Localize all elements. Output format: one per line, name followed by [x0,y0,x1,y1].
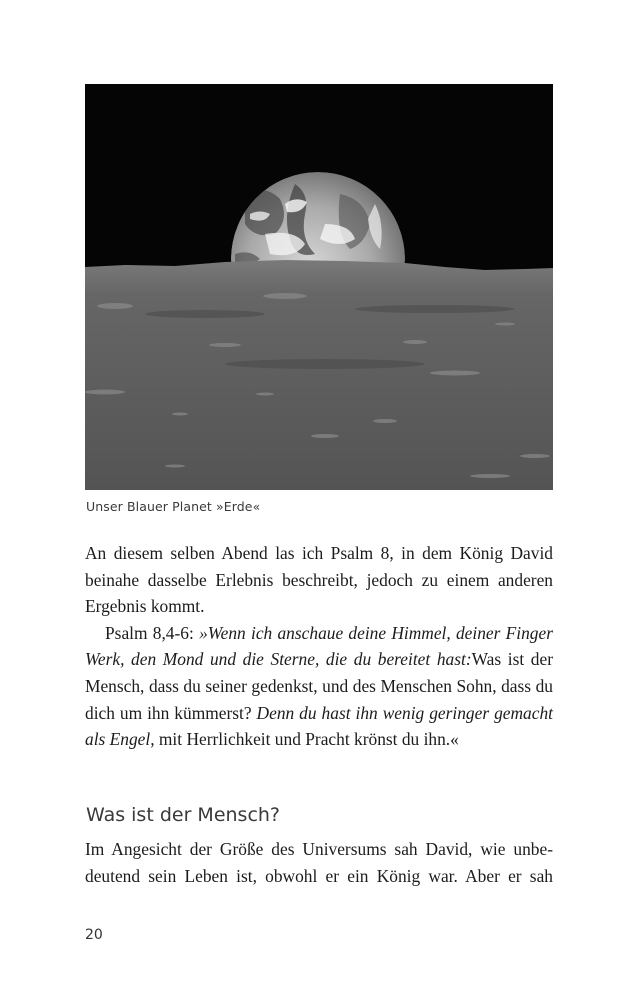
text-line [85,726,553,753]
body-text-block [85,836,553,889]
moon-surface [85,260,553,490]
text-line [85,700,553,727]
earthrise-photo [85,84,553,490]
text-line: Mensch, dass du seiner gedenkst, und des Menschen Sohn, dass du [85,675,553,696]
text-line: beinahe dasselbe Erlebnis beschreibt, jedoch zu einem anderen [85,569,553,590]
page-number: 20 [85,927,103,943]
text-line: Ergebnis kommt. [85,596,205,617]
earthrise-illustration [85,84,553,490]
section-heading: Was ist der Mensch? [86,803,281,826]
psalm-quote: Denn du hast ihn wenig geringer gemacht [256,702,553,723]
paragraph-3 [85,836,553,889]
quote-text: mit Herrlichkeit und Pracht krönst du ihn.« [154,729,459,750]
psalm-quote: »Wenn ich anschaue deine Himmel, deiner Finger [199,622,553,643]
quote-text: Was ist der [471,649,553,670]
paragraph-2 [85,620,553,753]
text-line [85,620,553,647]
paragraph-1 [85,540,553,620]
text-line: Im Angesicht der Größe des Universums sah David, wie unbe- [85,839,553,859]
text-line: deutend sein Leben ist, obwohl er ein König war. Aber er sah [85,865,553,886]
psalm-reference: Psalm 8,4-6: [105,622,200,643]
body-text-block [85,540,553,753]
text-line: An diesem selben Abend las ich Psalm 8, in dem König David [85,543,553,563]
figure-caption: Unser Blauer Planet »Erde« [86,499,261,514]
psalm-quote: Werk, den Mond und die Sterne, die du bereitet hast: [85,649,472,670]
quote-text: dich um ihn kümmerst? [85,702,257,723]
psalm-quote: als Engel, [85,729,155,750]
text-line [85,646,553,673]
